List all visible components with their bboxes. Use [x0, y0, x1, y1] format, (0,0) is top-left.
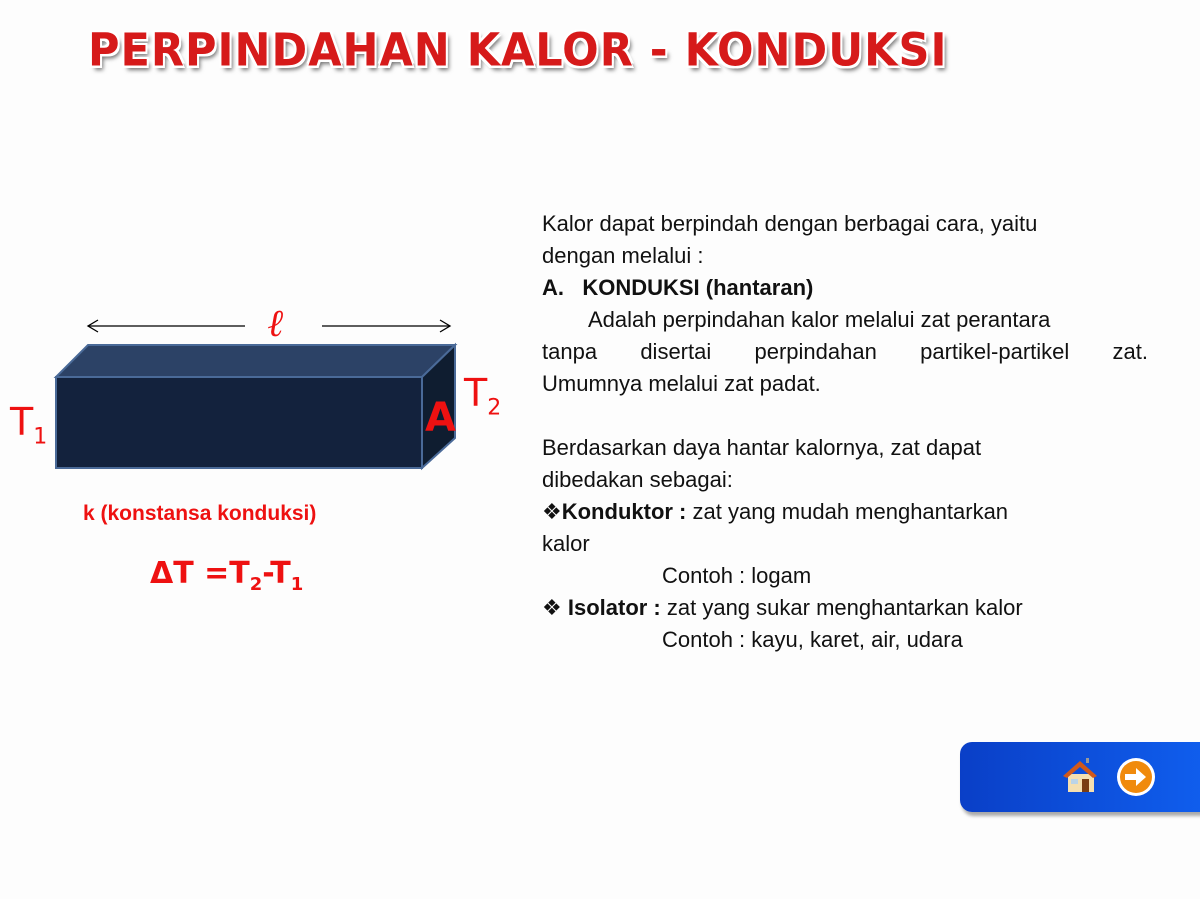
explanation-text	[542, 208, 1148, 656]
text-line: dibedakan sebagai:	[542, 467, 733, 492]
t2-label: $T_2$	[464, 371, 502, 421]
bullet-icon: ❖	[542, 499, 562, 524]
bullet-icon: ❖	[542, 595, 562, 620]
example: Contoh : logam	[662, 563, 812, 588]
conductor-item	[542, 496, 1148, 528]
bar-top-face	[56, 345, 455, 377]
navigation-bar	[960, 742, 1200, 812]
example: Contoh : kayu, karet, air, udara	[662, 627, 963, 652]
definition: zat yang mudah menghantarkan	[686, 499, 1009, 524]
definition: zat yang sukar menghantarkan kalor	[660, 595, 1023, 620]
insulator-item	[542, 592, 1148, 624]
area-label: A	[425, 395, 456, 441]
t1-label: $T_1$	[10, 400, 48, 450]
home-icon[interactable]	[1060, 756, 1100, 796]
text-line: Kalor dapat berpindah dengan berbagai cara, yaitu	[542, 211, 1038, 236]
text-line: dengan melalui :	[542, 243, 704, 268]
term: Isolator :	[567, 595, 661, 620]
term: Konduktor :	[561, 499, 687, 524]
length-label: ℓ	[268, 300, 285, 345]
text-line: Berdasarkan daya hantar kalornya, zat dapat	[542, 435, 982, 460]
text-line: Umumnya melalui zat padat.	[542, 371, 821, 396]
slide-title: PERPINDAHAN KALOR - KONDUKSI	[88, 24, 948, 78]
next-arrow-icon[interactable]	[1115, 756, 1157, 798]
text-line: Adalah perpindahan kalor melalui zat perantara	[588, 307, 1051, 332]
k-label: k (konstansa konduksi)	[83, 502, 317, 525]
bar-front-face	[56, 377, 422, 468]
delta-t-formula: $\Delta T =T_2-T_1$	[150, 556, 304, 595]
text-line: kalor	[542, 531, 590, 556]
section-heading: A. KONDUKSI (hantaran)	[542, 275, 814, 300]
text-line: tanpa disertai perpindahan partikel-partikel zat.	[542, 339, 1148, 364]
